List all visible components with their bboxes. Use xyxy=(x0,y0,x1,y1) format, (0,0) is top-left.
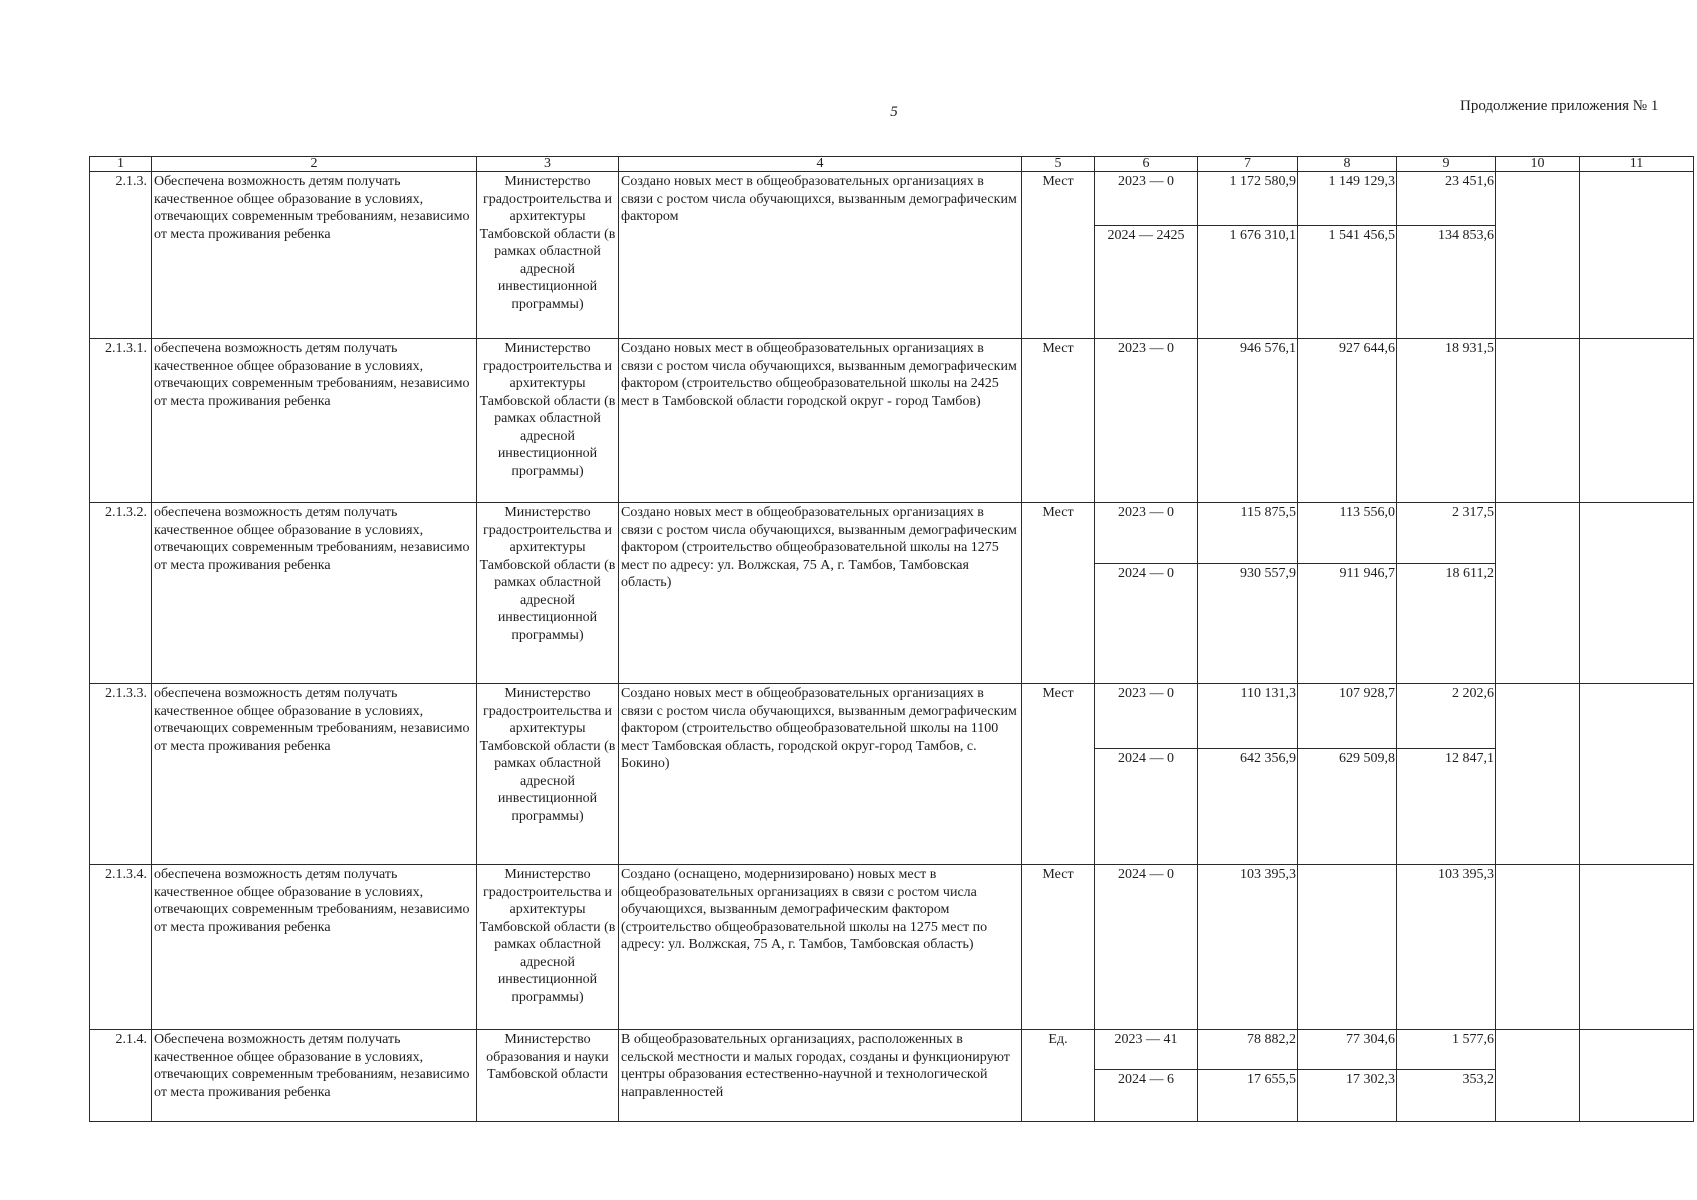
responsible-text: Министерство градостроительства и архитектуры Тамбовской области (в рамках областной адресной инвестиционной программы) xyxy=(477,684,619,865)
year-value: 2023 — 41 xyxy=(1095,1030,1198,1070)
unit-text: Мест xyxy=(1022,172,1095,339)
total-amount: 930 557,9 xyxy=(1198,564,1298,684)
federal-amount: 1 149 129,3 xyxy=(1298,172,1397,226)
column-number-row xyxy=(90,157,1694,172)
indicator-text: В общеобразовательных организациях, расположенных в сельской местности и малых городах, созданы и функционируют центры образования естественно-научной и технологической направленностей xyxy=(619,1030,1022,1122)
federal-amount: 17 302,3 xyxy=(1298,1070,1397,1122)
total-amount: 115 875,5 xyxy=(1198,503,1298,564)
regional-amount: 2 202,6 xyxy=(1397,684,1496,749)
total-amount: 103 395,3 xyxy=(1198,865,1298,1030)
empty-cell xyxy=(1580,865,1694,1030)
row-code: 2.1.4. xyxy=(90,1030,152,1122)
regional-amount: 18 611,2 xyxy=(1397,564,1496,684)
empty-cell xyxy=(1580,1030,1694,1122)
row-code: 2.1.3. xyxy=(90,172,152,339)
unit-text: Мест xyxy=(1022,339,1095,503)
empty-cell xyxy=(1496,865,1580,1030)
indicator-text: Создано новых мест в общеобразовательных организациях в связи с ростом числа обучающихся, вызванным демографическим фактором xyxy=(619,172,1022,339)
unit-text: Мест xyxy=(1022,684,1095,865)
column-number: 8 xyxy=(1298,157,1397,172)
result-text: обеспечена возможность детям получать качественное общее образование в условиях, отвечающих современным требованиям, независимо от места проживания ребенка xyxy=(152,503,477,684)
row-code: 2.1.3.4. xyxy=(90,865,152,1030)
table-row xyxy=(90,684,1694,749)
responsible-text: Министерство градостроительства и архитектуры Тамбовской области (в рамках областной адресной инвестиционной программы) xyxy=(477,503,619,684)
column-number: 5 xyxy=(1022,157,1095,172)
result-text: Обеспечена возможность детям получать качественное общее образование в условиях, отвечающих современным требованиям, независимо от места проживания ребенка xyxy=(152,1030,477,1122)
column-number: 1 xyxy=(90,157,152,172)
result-text: Обеспечена возможность детям получать качественное общее образование в условиях, отвечающих современным требованиям, независимо от места проживания ребенка xyxy=(152,172,477,339)
responsible-text: Министерство градостроительства и архитектуры Тамбовской области (в рамках областной адресной инвестиционной программы) xyxy=(477,172,619,339)
empty-cell xyxy=(1580,172,1694,339)
year-value: 2024 — 6 xyxy=(1095,1070,1198,1122)
regional-amount: 103 395,3 xyxy=(1397,865,1496,1030)
total-amount: 17 655,5 xyxy=(1198,1070,1298,1122)
federal-amount xyxy=(1298,865,1397,1030)
indicator-text: Создано (оснащено, модернизировано) новых мест в общеобразовательных организациях в связи с ростом числа обучающихся, вызванным демографическим фактором (строительство общеобразовательной школы на 1275 мест по адресу: ул. Волжская, 75 А, г. Тамбов, Тамбовская область) xyxy=(619,865,1022,1030)
regional-amount: 12 847,1 xyxy=(1397,749,1496,865)
federal-amount: 1 541 456,5 xyxy=(1298,226,1397,339)
table-row xyxy=(90,1030,1694,1070)
column-number: 6 xyxy=(1095,157,1198,172)
federal-amount: 77 304,6 xyxy=(1298,1030,1397,1070)
column-number: 7 xyxy=(1198,157,1298,172)
responsible-text: Министерство образования и науки Тамбовской области xyxy=(477,1030,619,1122)
responsible-text: Министерство градостроительства и архитектуры Тамбовской области (в рамках областной адресной инвестиционной программы) xyxy=(477,865,619,1030)
column-number: 2 xyxy=(152,157,477,172)
table-row xyxy=(90,339,1694,503)
empty-cell xyxy=(1580,339,1694,503)
total-amount: 1 676 310,1 xyxy=(1198,226,1298,339)
regional-amount: 18 931,5 xyxy=(1397,339,1496,503)
regional-amount: 1 577,6 xyxy=(1397,1030,1496,1070)
regional-amount: 134 853,6 xyxy=(1397,226,1496,339)
total-amount: 946 576,1 xyxy=(1198,339,1298,503)
result-text: обеспечена возможность детям получать качественное общее образование в условиях, отвечающих современным требованиям, независимо от места проживания ребенка xyxy=(152,865,477,1030)
year-value: 2024 — 0 xyxy=(1095,749,1198,865)
year-value: 2023 — 0 xyxy=(1095,684,1198,749)
appendix-continuation-header: Продолжение приложения № 1 xyxy=(1460,98,1659,114)
total-amount: 1 172 580,9 xyxy=(1198,172,1298,226)
responsible-text: Министерство градостроительства и архитектуры Тамбовской области (в рамках областной адресной инвестиционной программы) xyxy=(477,339,619,503)
federal-amount: 629 509,8 xyxy=(1298,749,1397,865)
result-text: обеспечена возможность детям получать качественное общее образование в условиях, отвечающих современным требованиям, независимо от места проживания ребенка xyxy=(152,339,477,503)
regional-amount: 2 317,5 xyxy=(1397,503,1496,564)
indicator-text: Создано новых мест в общеобразовательных организациях в связи с ростом числа обучающихся, вызванным демографическим фактором (строительство общеобразовательной школы на 1100 мест Тамбовская область, городской округ-город Тамбов, с. Бокино) xyxy=(619,684,1022,865)
column-number: 3 xyxy=(477,157,619,172)
regional-amount: 353,2 xyxy=(1397,1070,1496,1122)
empty-cell xyxy=(1496,339,1580,503)
federal-amount: 911 946,7 xyxy=(1298,564,1397,684)
year-value: 2024 — 0 xyxy=(1095,564,1198,684)
indicator-text: Создано новых мест в общеобразовательных организациях в связи с ростом числа обучающихся, вызванным демографическим фактором (строительство общеобразовательной школы на 1275 мест по адресу: ул. Волжская, 75 А, г. Тамбов, Тамбовская область) xyxy=(619,503,1022,684)
empty-cell xyxy=(1496,1030,1580,1122)
column-number: 4 xyxy=(619,157,1022,172)
unit-text: Мест xyxy=(1022,503,1095,684)
year-value: 2024 — 0 xyxy=(1095,865,1198,1030)
federal-amount: 927 644,6 xyxy=(1298,339,1397,503)
unit-text: Мест xyxy=(1022,865,1095,1030)
indicator-text: Создано новых мест в общеобразовательных организациях в связи с ростом числа обучающихся, вызванным демографическим фактором (строительство общеобразовательной школы на 2425 мест в Тамбовской области городской округ - город Тамбов) xyxy=(619,339,1022,503)
page-number: 5 xyxy=(890,104,898,120)
empty-cell xyxy=(1496,684,1580,865)
empty-cell xyxy=(1580,684,1694,865)
empty-cell xyxy=(1496,172,1580,339)
column-number: 11 xyxy=(1580,157,1694,172)
unit-text: Ед. xyxy=(1022,1030,1095,1122)
year-value: 2023 — 0 xyxy=(1095,339,1198,503)
federal-amount: 107 928,7 xyxy=(1298,684,1397,749)
year-value: 2023 — 0 xyxy=(1095,172,1198,226)
row-code: 2.1.3.1. xyxy=(90,339,152,503)
table-row xyxy=(90,172,1694,226)
regional-amount: 23 451,6 xyxy=(1397,172,1496,226)
year-value: 2024 — 2425 xyxy=(1095,226,1198,339)
empty-cell xyxy=(1580,503,1694,684)
table-row xyxy=(90,865,1694,1030)
result-text: обеспечена возможность детям получать качественное общее образование в условиях, отвечающих современным требованиям, независимо от места проживания ребенка xyxy=(152,684,477,865)
total-amount: 78 882,2 xyxy=(1198,1030,1298,1070)
row-code: 2.1.3.3. xyxy=(90,684,152,865)
empty-cell xyxy=(1496,503,1580,684)
total-amount: 642 356,9 xyxy=(1198,749,1298,865)
column-number: 10 xyxy=(1496,157,1580,172)
row-code: 2.1.3.2. xyxy=(90,503,152,684)
year-value: 2023 — 0 xyxy=(1095,503,1198,564)
appendix-table xyxy=(89,156,1694,1122)
total-amount: 110 131,3 xyxy=(1198,684,1298,749)
federal-amount: 113 556,0 xyxy=(1298,503,1397,564)
table-row xyxy=(90,503,1694,564)
column-number: 9 xyxy=(1397,157,1496,172)
